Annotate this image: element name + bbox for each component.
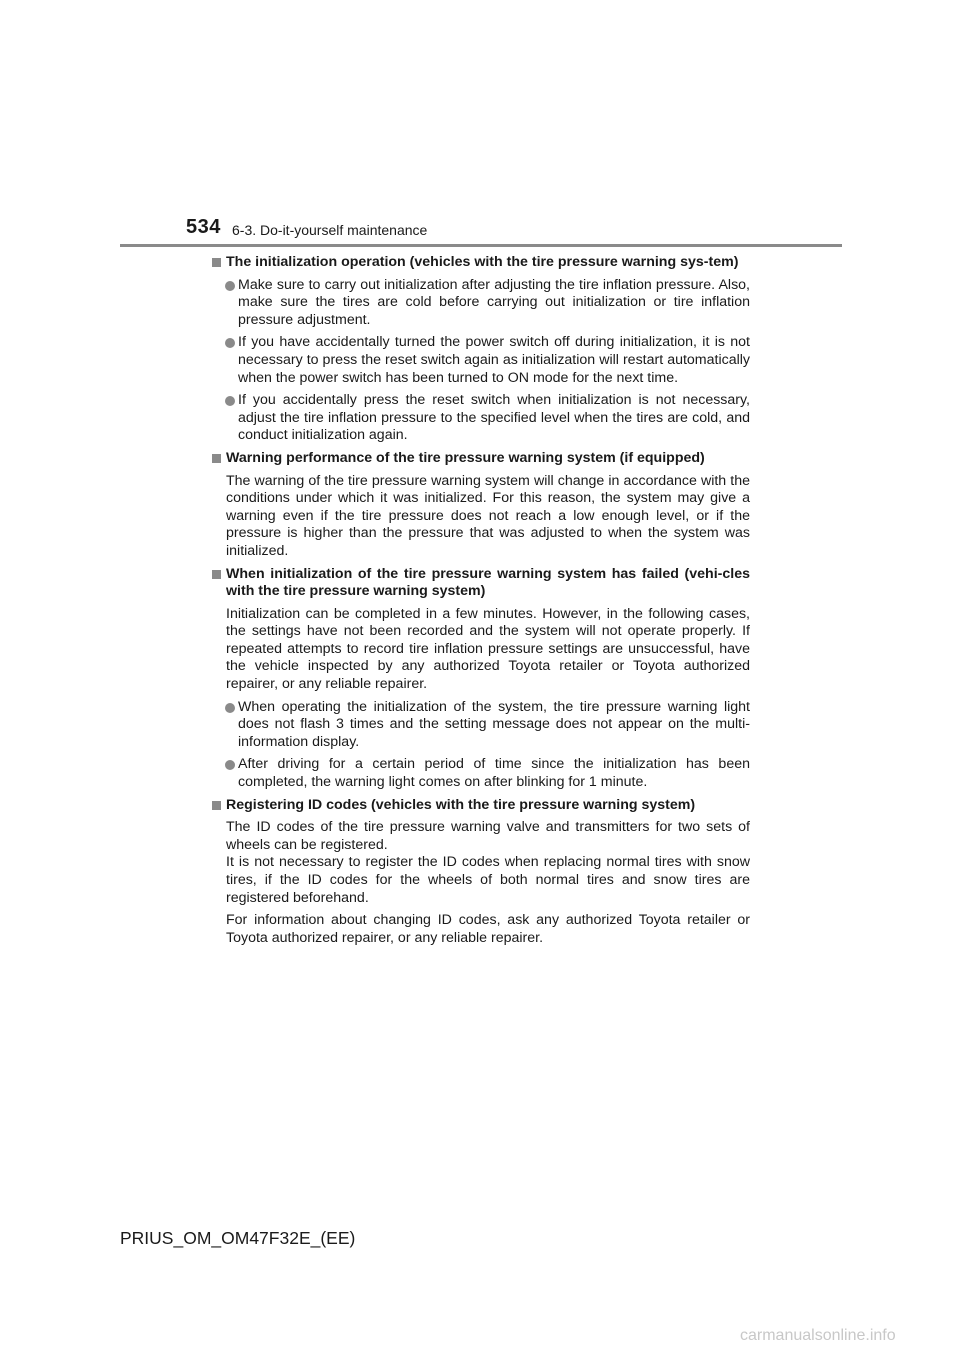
section-heading-registering-id-codes	[212, 797, 750, 815]
bullet-item	[212, 756, 750, 791]
bullet-item	[212, 277, 750, 330]
bullet-text: If you accidentally press the reset switch when initialization is not necessary, adjust the tire inflation pressure to the specified level when the tires are cold, and conduct initialization again.	[238, 392, 750, 444]
bullet-text: When operating the initialization of the system, the tire pressure warning light does not flash 3 times and the setting message does not appear on the multi-information display.	[238, 698, 750, 750]
square-bullet-icon	[212, 801, 221, 810]
paragraph: For information about changing ID codes, ask any authorized Toyota retailer or Toyota authorized repairer, or any reliable repairer.	[226, 912, 750, 946]
page-content	[212, 254, 750, 952]
paragraph: The warning of the tire pressure warning system will change in accordance with the conditions under which it was initialized. For this reason, the system may give a warning even if the tire pressure does not reach a low enough level, or if the pressure is higher than the pressure that was adjusted to when the system was initialized.	[226, 472, 750, 559]
square-bullet-icon	[212, 454, 221, 463]
bullet-text: Make sure to carry out initialization after adjusting the tire inflation pressure. Also, make sure the tires are cold before carrying out initialization or tire inflation pressure adjustment.	[238, 276, 750, 328]
document-code: PRIUS_OM_OM47F32E_(EE)	[120, 1228, 356, 1248]
circle-bullet-icon	[225, 703, 235, 713]
section-heading-initialization-failed	[212, 566, 750, 601]
bullet-item	[212, 334, 750, 387]
heading-text: Warning performance of the tire pressure warning system (if equipped)	[226, 449, 705, 466]
watermark: carmanualsonline.info	[740, 1327, 896, 1344]
heading-text: The initialization operation (vehicles with the tire pressure warning sys-tem)	[226, 254, 739, 270]
paragraph: The ID codes of the tire pressure warning valve and transmitters for two sets of wheels can be registered.	[226, 819, 750, 853]
paragraph: It is not necessary to register the ID codes when replacing normal tires with snow tires, if the ID codes for the wheels of both normal tires and snow tires are registered beforehand.	[226, 854, 750, 906]
bullet-item	[212, 392, 750, 445]
header-rule	[120, 244, 842, 247]
bullet-item	[212, 699, 750, 752]
circle-bullet-icon	[225, 760, 235, 770]
square-bullet-icon	[212, 570, 221, 579]
circle-bullet-icon	[225, 396, 235, 406]
page-number: 534	[186, 216, 221, 238]
section-heading-initialization	[212, 254, 750, 272]
section-heading-warning-performance	[212, 450, 750, 468]
bullet-text: If you have accidentally turned the power switch off during initialization, it is not necessary to press the reset switch again as initialization will restart automatically when the power switch has been turned to ON mode for the next time.	[238, 334, 750, 386]
paragraph: Initialization can be completed in a few minutes. However, in the following cases, the settings have not been recorded and the system will not operate properly. If repeated attempts to record tire inflation pressure settings are unsuccessful, have the vehicle inspected by any authorized Toyota retailer or Toyota authorized repairer, or any reliable repairer.	[226, 605, 750, 693]
bullet-text: After driving for a certain period of time since the initialization has been completed, the warning light comes on after blinking for 1 minute.	[238, 756, 750, 791]
section-title: 6-3. Do-it-yourself maintenance	[232, 222, 428, 238]
heading-text: Registering ID codes (vehicles with the tire pressure warning system)	[226, 796, 696, 813]
square-bullet-icon	[212, 258, 221, 267]
circle-bullet-icon	[225, 338, 235, 348]
circle-bullet-icon	[225, 281, 235, 291]
heading-text: When initialization of the tire pressure warning system has failed (vehi-cles with the tire pressure warning system)	[226, 565, 750, 600]
